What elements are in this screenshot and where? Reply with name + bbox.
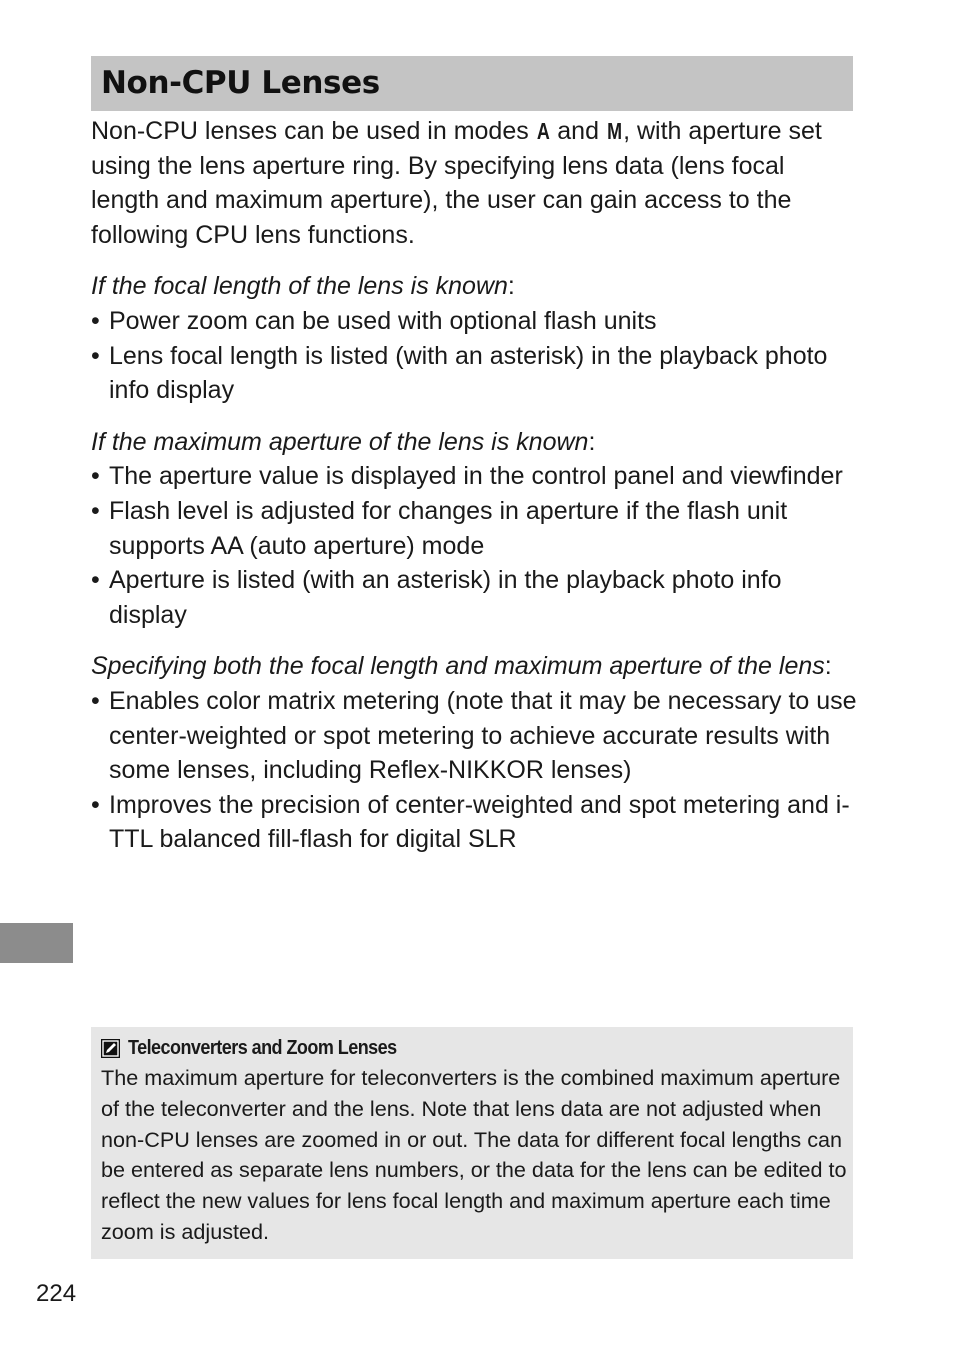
mode-a-symbol: A <box>536 118 550 144</box>
page-title: Non-CPU Lenses <box>101 65 380 101</box>
list-item: • Aperture is listed (with an asterisk) in the playback photo info display <box>91 563 859 632</box>
note-header <box>101 1035 426 1061</box>
max-aperture-known-list <box>91 459 859 632</box>
section-heading-bar <box>91 56 853 111</box>
chapter-tab-marker <box>0 923 73 963</box>
list-item: • Power zoom can be used with optional flash units <box>91 304 859 339</box>
list-item: • Enables color matrix metering (note that it may be necessary to use center-weighted or spot metering to achieve accurate results with some lenses, including Reflex-NIKKOR lenses) <box>91 684 859 788</box>
pencil-note-icon <box>101 1039 120 1058</box>
both-specified-heading: Specifying both the focal length and maximum aperture of the lens: <box>91 652 832 681</box>
mode-m-symbol: M <box>607 118 622 144</box>
page-number: 224 <box>36 1280 77 1307</box>
list-item: • The aperture value is displayed in the control panel and viewfinder <box>91 459 859 494</box>
max-aperture-known-heading: If the maximum aperture of the lens is known: <box>91 427 596 456</box>
list-item: • Lens focal length is listed (with an asterisk) in the playback photo info display <box>91 339 859 408</box>
both-specified-list <box>91 684 859 857</box>
focal-length-known-list <box>91 304 859 408</box>
focal-length-known-heading: If the focal length of the lens is known: <box>91 272 515 301</box>
note-box <box>91 1027 853 1259</box>
list-item: • Improves the precision of center-weighted and spot metering and i-TTL balanced fill-flash for digital SLR <box>91 788 859 857</box>
list-item: • Flash level is adjusted for changes in aperture if the flash unit supports AA (auto aperture) mode <box>91 494 859 563</box>
note-title: Teleconverters and Zoom Lenses <box>128 1036 397 1059</box>
main-content <box>91 114 859 874</box>
note-body: The maximum aperture for teleconverters is the combined maximum aperture of the teleconverter and the lens. Note that lens data are not adjusted when non-CPU lenses are zoomed in or out. The data for different focal lengths can be entered as separate lens numbers, or the data for the lens can be edited to reflect the new values for lens focal length and maximum aperture each time zoom is adjusted. <box>101 1065 847 1244</box>
intro-paragraph: Non-CPU lenses can be used in modes A and M, with aperture set using the lens aperture ring. By specifying lens data (lens focal length and maximum aperture), the user can gain access to the following CPU lens functions. <box>91 114 859 252</box>
